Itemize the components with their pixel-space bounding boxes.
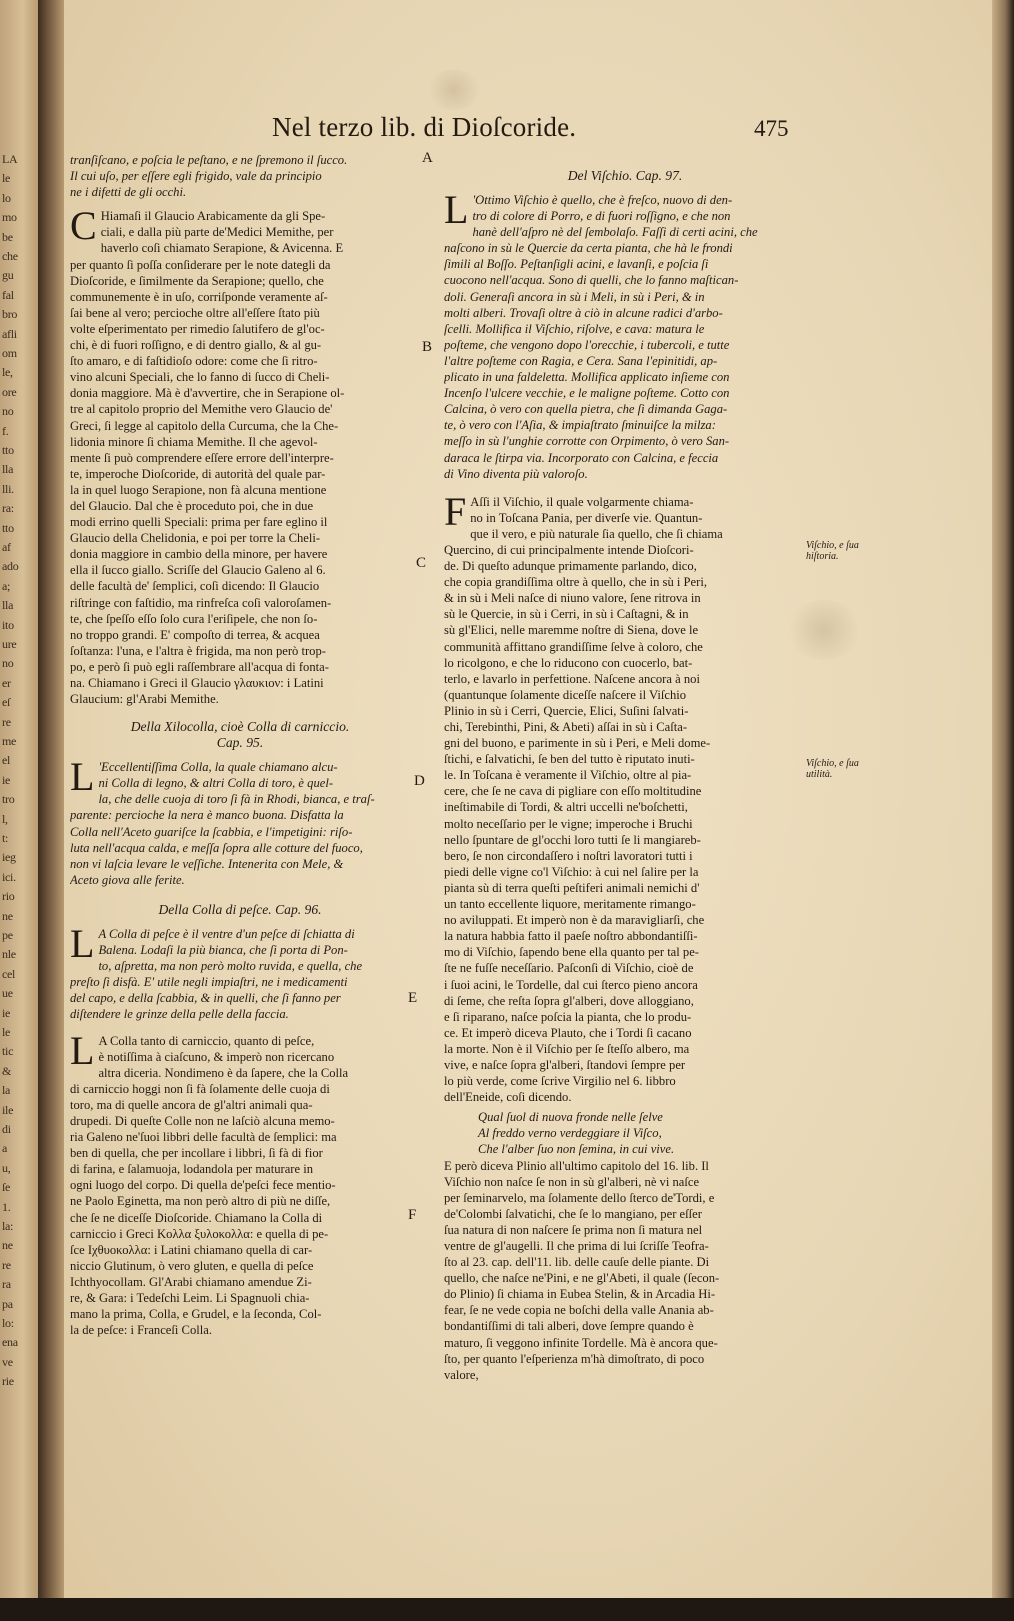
previous-page-text-fragment: t: [2, 831, 9, 845]
text-line: la morte. Non è il Viſchio per ſe ſteſſo albero, ma [444, 1041, 690, 1056]
text-line: Ichthyocollam. Gl'Arabi chiamano amendue Zi- [70, 1274, 312, 1289]
text-line: mente ſi può comprendere eſſere errore dell'interpre- [70, 450, 334, 465]
text-line: na. Chiamano i Greci il Glaucio γλαυκιον: i Latini [70, 676, 324, 690]
text-line: no aviluppati. Et imperò non è da maravigliarſi, che [444, 913, 705, 928]
text-line: Glaucium: gl'Arabi Memithe. [70, 692, 219, 707]
text-line: Al freddo verno verdeggiare il Viſco, [478, 1126, 662, 1141]
scan-border [0, 1598, 1014, 1621]
text-line: ſcelli. Mollifica il Viſchio, riſolve, e cava: matura le [444, 321, 705, 336]
text-line: Dioſcoride, e ſimilmente da Serapione; quello, che [70, 273, 324, 288]
previous-page-text-fragment: la: [2, 1219, 14, 1233]
previous-page-text-fragment: u, [2, 1160, 11, 1175]
text-line: la natura habbia fatto il paeſe noſtro abbondantiſſi- [444, 929, 698, 944]
text-line: luta nell'acqua calda, e meſſa ſopra alle cotture del fuoco, [70, 840, 363, 855]
text-line: no troppo grandi. E' compoſto di terrea, & acquea [70, 627, 320, 642]
text-line: riſtringe con faſtidio, ma rinfreſca coſi valoroſamen- [70, 595, 332, 610]
previous-page-text-fragment: mo [2, 210, 17, 225]
text-line: Quercino, di cui principalmente intende Dioſcori- [444, 542, 694, 557]
text-line: de. Di queſto adunque primamente parlando, dico, [444, 559, 697, 574]
text-line: naſcono in sù le Quercie da certa pianta, che hà le frondi [444, 241, 733, 256]
text-line: te, ò vero con l'Aſia, & impiaſtrato ſminuiſce la milza: [444, 418, 716, 433]
left-column [70, 152, 410, 1342]
previous-page-text-fragment: ve [2, 1354, 13, 1369]
margin-letter: F [408, 1207, 417, 1223]
previous-page-text-fragment: me [2, 734, 17, 748]
text-line: e ſi riparano, naſce poſcia la pianta, che lo produ- [444, 1009, 692, 1024]
text-line: ſto amaro, e di faſtidioſo odore: come che ſi ritro- [70, 354, 318, 369]
text-line: ſoſtanza: l'una, e l'altra è frigida, ma non però trop- [70, 643, 326, 658]
text-line: la de peſce: i Franceſi Colla. [70, 1323, 212, 1338]
text-line: tre al capitolo proprio del Memithe vero Glaucio de' [70, 402, 333, 417]
previous-page-text-fragment: f. [2, 423, 9, 438]
text-line: volte eſperimentato per rimedio ſalutifero de gl'oc- [70, 321, 325, 336]
previous-page-edge [0, 0, 38, 1621]
text-line: Calcina, ò vero con quella pietra, che ſi dimanda Gaga- [444, 402, 728, 417]
text-line: del capo, e della ſcabbia, & in quelli, che ſi fanno per [70, 991, 341, 1006]
previous-page-text-fragment: ra: [2, 501, 14, 516]
text-line: terlo, e lavarlo in perfettione. Naſcene ancora à noi [444, 671, 700, 686]
text-line: te, che ſpeſſo eſſo ſolo cura l'eriſipele, che non ſo- [70, 611, 318, 626]
text-line: che ſe ne diceſſe Dioſcoride. Chiamano la Colla di [70, 1210, 323, 1225]
text-line: re, & Gara: i Tedeſchi Leim. Li Spagnuoli chia- [70, 1291, 310, 1305]
running-head: Nel terzo lib. di Dioſcoride. [272, 112, 577, 142]
text-line: delle facultà de' ſemplici, coſi dicendo: Il Glaucio [70, 579, 320, 594]
margin-note-vischio-utilita: Viſchio, e ſua utilità. [806, 758, 859, 780]
text-line: lo più verde, come ſcrive Virgilio nel 6. libbro [444, 1074, 676, 1089]
previous-page-text-fragment: re [2, 714, 11, 729]
text-line: 'Eccellentiſſima Colla, la quale chiamano alcu- [98, 760, 338, 775]
text-line: ria Galeno ne'ſuoi libbri delle facultà de ſemplici: ma [70, 1130, 337, 1145]
previous-page-text-fragment: ſe [2, 1180, 11, 1195]
drop-cap: L [444, 187, 469, 232]
text-line: è notiſſima à ciaſcuno, & imperò non ricercano [98, 1049, 335, 1064]
chapter-95-text [70, 754, 410, 888]
drop-cap: L [70, 1027, 95, 1073]
text-line: mano la prima, Colla, e Grudel, e la ſeconda, Col- [70, 1307, 322, 1322]
page-edge-shadow [992, 0, 1014, 1621]
previous-page-text-fragment: tto [2, 520, 14, 535]
text-line: cuocono nell'acqua. Sono di quelli, che lo fanno maſtican- [444, 273, 739, 288]
text-line: doli. Generaſi ancora in sù i Meli, in sù i Peri, & in [444, 289, 705, 304]
previous-page-text-fragment: ie [2, 1005, 11, 1020]
text-line: ce. Et imperò diceva Plauto, che i Tordi ſi cacano [444, 1025, 692, 1040]
previous-page-text-fragment: ne [2, 1238, 13, 1253]
text-line: non vi laſcia levare le veſſiche. Intenerita con Mele, & [70, 856, 344, 871]
text-line: le. In Toſcana è veramente il Viſchio, oltre al pia- [444, 768, 692, 783]
previous-page-text-fragment: cel [2, 966, 16, 981]
previous-page-text-fragment: ne [2, 908, 13, 923]
text-line: molto neceſſario per le vigne; imperoche i Bruchi [444, 816, 693, 831]
text-line: ſto al 23. cap. dell'11. lib. delle cauſe delle piante. Di [444, 1255, 710, 1270]
text-line: niccio Glutinum, ò vero gluten, e quella di peſce [70, 1258, 314, 1273]
previous-page-text-fragment: rio [2, 889, 15, 904]
text-line: toro, ma di quelle ancora de gl'altri animali qua- [70, 1097, 313, 1112]
text-line: cere, che ſe ne cava di pigliare con eſſo moltitudine [444, 784, 702, 799]
text-line: Qual ſuol di nuova fronde nelle ſelve [478, 1110, 663, 1125]
text-line: ella il ſucco giallo. Scriſſe del Glaucio Galeno al 6. [70, 563, 326, 578]
previous-page-text-fragment: tto [2, 443, 14, 457]
text-line: plicato in una faldeletta. Mollifica applicato inſieme con [444, 370, 730, 385]
text-line: vive, e naſce ſopra gl'alberi, ſtandovi ſempre per [444, 1057, 686, 1072]
drop-cap: L [70, 920, 95, 966]
text-line: 'Ottimo Viſchio è quello, che è freſco, nuovo di den- [472, 193, 733, 207]
text-line: fear, ſe ne vede copia ne boſchi della valle Anania ab- [444, 1303, 714, 1318]
text-line: A Colla tanto di carniccio, quanto di peſce, [98, 1033, 315, 1048]
previous-page-text-fragment: a; [2, 578, 11, 593]
previous-page-text-fragment: di [2, 1122, 11, 1136]
previous-page-text-fragment: no [2, 404, 14, 419]
vischio-commentary [444, 488, 806, 1106]
previous-page-text-fragment: lli. [2, 481, 14, 496]
text-line: E però diceva Plinio all'ultimo capitolo del 16. lib. Il [444, 1158, 709, 1173]
text-line: Plinio in sù i Cerri, Quercie, Elici, Suſini ſalvati- [444, 703, 689, 718]
text-line: l'altre poſteme con Ragia, e Cera. Sana l'epinitidi, ap- [444, 353, 718, 368]
text-line: de'Colombi ſalvatichi, che ſe lo mangiano, per eſſer [444, 1206, 702, 1221]
previous-page-text-fragment: che [2, 249, 18, 263]
previous-page-text-fragment: no [2, 656, 14, 671]
text-line: ſimili al Boſſo. Peſtanſigli acini, e lavanſi, e poſcia ſi [444, 257, 709, 272]
previous-page-text-fragment: a [2, 1141, 8, 1156]
text-line: vino alcuni Speciali, che lo fanno di ſucco di Cheli- [70, 370, 330, 385]
chapter-95-heading [70, 719, 410, 751]
text-line: donia maggiore. Mà è d'avvertire, che in Serapione ol- [70, 386, 345, 401]
previous-page-text-fragment: af [2, 540, 11, 554]
text-line: ineſtimabile di Tordi, & altri uccelli ne'boſchetti, [444, 800, 688, 815]
chapter-96-heading: Della Colla di peſce. Cap. 96. [158, 901, 322, 917]
text-line: mo di Viſchio, ſapendo bene ella quanto per tal pe- [444, 945, 700, 960]
previous-page-text-fragment: ore [2, 384, 17, 399]
text-line: Balena. Lodaſi la più bianca, che ſi porta di Pon- [98, 943, 348, 958]
text-line: ne i difetti de gli occhi. [70, 185, 187, 200]
margin-letter: C [416, 555, 427, 571]
text-line: ſai bene al vero; percioche oltre all'eſſere ſtato più [70, 305, 320, 320]
paper-stain [424, 70, 484, 110]
margin-note-vischio-historia: Viſchio, e ſua hiſtoria. [806, 540, 859, 562]
previous-page-text-fragment: er [2, 675, 11, 690]
text-line: Colla nell'Aceto guariſce la ſcabbia, e l'impetigini: riſo- [70, 824, 353, 839]
text-line: maturo, ſi veggono infinite Tordelle. Mà è ancora que- [444, 1335, 718, 1350]
previous-page-text-fragment: ieg [2, 850, 16, 865]
text-line: sù gl'Elici, nelle maremme noſtre di Siena, dove le [444, 623, 699, 638]
previous-page-text-fragment: le, [2, 365, 13, 380]
text-line: A Colla di peſce è il ventre d'un peſce di ſchiatta di [98, 926, 355, 941]
margin-letter: D [414, 773, 425, 789]
text-line: no in Toſcana Pania, per diverſe vie. Quantun- [470, 510, 703, 525]
text-line: tranſiſcano, e poſcia le peſtano, e ne ſpremono il ſucco. [70, 153, 348, 167]
text-line: per ſeminarvelo, ma ſolamente dello ſterco de'Tordi, e [444, 1190, 715, 1205]
text-line: ni Colla di legno, & altri Colla di toro, è quel- [98, 776, 334, 791]
text-line: ſtichi, e ſalvatichi, ſe ben del tutto è riputato inuti- [444, 752, 695, 767]
previous-page-text-fragment: l, [2, 811, 8, 826]
right-column [444, 160, 806, 1387]
text-line: sù le Quercie, in sù i Cerri, in sù i Caſtagni, & in [444, 607, 689, 622]
previous-page-text-fragment: tro [2, 792, 15, 807]
previous-page-text-fragment: & [2, 1063, 12, 1078]
text-line: che copia grandiſſima oltre à quello, che in sù i Peri, [444, 575, 707, 590]
text-line: haverlo coſi chiamato Serapione, & Avicenna. E [100, 241, 344, 256]
text-line: la in quel luogo Serapione, non fà alcuna mentione [70, 482, 327, 497]
text-line: di farina, e ſalamuoja, lodandola per maturare in [70, 1162, 314, 1177]
page-header [64, 112, 992, 152]
previous-page-text-fragment: ure [2, 637, 17, 651]
text-line: quello, che naſce ne'Pini, e ne gl'Abeti, il quale (ſecon- [444, 1271, 720, 1286]
text-line: per quanto ſi poſſa conſiderare per le note dategli da [70, 257, 331, 272]
text-line: pianta sù di terra queſti peſtiferi animali nemichi d' [444, 880, 700, 895]
drop-cap: C [70, 203, 97, 249]
virgil-quotation [478, 1109, 806, 1157]
previous-page-text-fragment: 1. [2, 1199, 11, 1214]
previous-page-text-fragment: eſ [2, 695, 11, 710]
previous-page-text-fragment: bro [2, 307, 18, 322]
text-line: gni del buono, e parimente in sù i Peri, e Meli dome- [444, 736, 711, 751]
text-line: to, aſpretta, ma non però molto ruvida, e quella, che [98, 959, 363, 974]
text-line: ſua natura di non naſcere ſe prima non ſi matura nel [444, 1222, 703, 1237]
text-line: di Vino diventa più valoroſo. [444, 466, 588, 481]
text-line: di ſeme, che reſta ſopra gl'alberi, dove alloggiano, [444, 993, 694, 1008]
text-line: te, imperoche Dioſcoride, di autorità del quale par- [70, 466, 326, 481]
previous-page-text-fragment: nle [2, 947, 16, 962]
book-gutter [38, 0, 64, 1621]
previous-page-text-fragment: el [2, 753, 11, 768]
margin-letter: B [422, 339, 433, 355]
previous-page-text-fragment: fal [2, 287, 14, 302]
text-line: ogni luogo del corpo. Di quella de'peſci fece mentio- [70, 1178, 336, 1193]
text-line: lidonia minore ſi chiama Memithe. Il che agevol- [70, 434, 318, 449]
previous-page-text-fragment: ue [2, 986, 13, 1001]
previous-page-text-fragment: be [2, 229, 13, 244]
text-line: valore, [444, 1367, 479, 1382]
previous-page-text-fragment: le [2, 1025, 11, 1039]
previous-page-text-fragment: re [2, 1257, 11, 1272]
glaucio-commentary [70, 203, 410, 707]
text-line: chi, è di fuori roſſigno, e di dentro giallo, & al gu- [70, 338, 322, 353]
text-line: que il vero, e più naturale ſia quello, che ſi chiama [470, 526, 723, 541]
previous-page-text-fragment: ito [2, 617, 14, 632]
text-line: parente: percioche la nera è manco buona. Disfatta la [70, 808, 344, 823]
text-line: Il cui uſo, per eſſere egli frigido, vale da principio [70, 169, 322, 184]
margin-letter: A [422, 150, 433, 166]
drop-cap: F [444, 488, 467, 534]
margin-letter: E [408, 990, 418, 1006]
chapter-96-text [70, 920, 410, 1023]
text-line: daraca le ſtirpa via. Incorporato con Calcina, e feccia [444, 450, 719, 465]
colla-commentary [70, 1027, 410, 1339]
previous-page-text-fragment: om [2, 346, 17, 360]
text-line: preſto ſi disfà. E' utile negli impiaſtri, ne i medicamenti [70, 975, 348, 990]
text-line: bondantiſſimi di tali alberi, dove ſempre quando è [444, 1319, 694, 1334]
page-475 [64, 0, 992, 1621]
text-line: drupedi. Di queſte Colle non ne laſciò alcuna memo- [70, 1113, 335, 1128]
text-line: lo ricolgono, e che lo riducono con cuocerlo, bat- [444, 655, 693, 670]
text-line: (quantunque ſolamente diceſſe naſcere il Viſchio [444, 687, 687, 702]
text-line: Hiamaſi il Glaucio Arabicamente da gli Spe- [100, 209, 326, 224]
page-number: 475 [754, 116, 789, 141]
chapter-97-heading: Del Viſchio. Cap. 97. [567, 168, 683, 183]
text-line: ſto, per quanto l'eſperienza m'hà dimoſtrato, di poco [444, 1351, 705, 1366]
previous-page-text-fragment: lla [2, 598, 14, 613]
text-line: communità affittano grandiſſime ſelve à coloro, che [444, 639, 703, 654]
previous-page-text-fragment: LA [2, 152, 18, 166]
previous-page-text-fragment: ile [2, 1102, 14, 1117]
text-line: bero, ſe non circondaſſero i noſtri lavoratori tutti i [444, 848, 693, 863]
text-line: communemente è in uſo, corriſponde veramente aſ- [70, 289, 328, 304]
text-line: hanè dell'aſpro nè del ſembolaſo. Faſſi di certi acini, che [472, 225, 758, 240]
text-line: Aceto giova alle ferite. [70, 872, 185, 887]
text-line: del Glaucio. Dal che è proceduto poi, che in due [70, 498, 314, 513]
text-line: po, e però ſi può egli raſſembrare all'acqua di fonta- [70, 659, 329, 674]
text-line: nello ſpuntare de gl'occhi loro tutti ſe li mangiareb- [444, 832, 701, 847]
text-line: chi, Terebinthi, Pini, & Abeti) aſſai in sù i Caſta- [444, 720, 688, 734]
text-line: piedi delle vigne co'l Viſchio: à cui nel ſalire per la [444, 864, 699, 879]
text-line: ſte ne fuſſe neceſſario. Paſconſi di Viſchio, cioè de [444, 961, 694, 976]
previous-page-text-fragment: rie [2, 1374, 14, 1389]
text-line: tro di colore di Porro, e di fuori roſſigno, e che non [472, 209, 731, 224]
chapter-94-ending [70, 152, 410, 200]
text-line: di carniccio hoggi non ſi fà ſolamente delle cuoja di [70, 1081, 330, 1096]
text-line: altra diceria. Nondimeno è da ſapere, che la Colla [98, 1065, 349, 1080]
previous-page-text-fragment: ado [2, 559, 19, 574]
text-line: ne Paolo Eginetta, ma non però altro di più ne diſſe, [70, 1194, 331, 1209]
chapter-95-title: Della Xilocolla, cioè Colla di carniccio. [130, 719, 350, 735]
text-line: ſce Ιχθυοκολλα: i Latini chiamano quella di car- [70, 1242, 313, 1257]
text-line: la, che delle cuoja di toro ſi fà in Rhodi, bianca, e traſ- [98, 792, 375, 807]
previous-page-text-fragment: le [2, 171, 11, 186]
previous-page-text-fragment: afli [2, 326, 17, 341]
text-line: do Plinio) ſi chiama in Eubea Stelin, & in Arcadia Hi- [444, 1287, 716, 1302]
text-line: & in sù i Meli naſce di niuno valore, ſene ritrova in [444, 591, 701, 606]
text-line: Che l'alber ſuo non ſemina, in cui vive. [478, 1142, 675, 1157]
previous-page-text-fragment: ra [2, 1277, 11, 1292]
text-line: poſteme, che vengono dopo l'orecchie, i tubercoli, e tutte [444, 337, 730, 352]
text-line: meſſo in sù l'unghie corrotte con Orpimento, ò vero San- [444, 434, 730, 449]
previous-page-text-fragment: lla [2, 462, 14, 477]
text-line: Greci, ſi legge al capitolo della Curcuma, che la Che- [70, 418, 339, 433]
chapter-97-text [444, 187, 806, 482]
text-line: donia maggiore in cambio della minore, per havere [70, 547, 328, 562]
previous-page-text-fragment: ena [2, 1335, 18, 1350]
text-line: diſtendere le grinze della pelle della faccia. [70, 1007, 289, 1022]
text-line: Aſſi il Viſchio, il quale volgarmente chiama- [470, 494, 694, 509]
text-line: carniccio i Greci Κολλα ξυλοκολλα: e quella di pe- [70, 1226, 329, 1241]
previous-page-text-fragment: lo: [2, 1316, 14, 1330]
text-line: i ſuoi acini, le Tordelle, dal cui ſterco pieno ancora [444, 977, 698, 992]
previous-page-text-fragment: tic [2, 1044, 14, 1059]
text-line: ventre de gl'augelli. Il che prima di lui ſcriſſe Teofra- [444, 1239, 709, 1253]
text-line: molti alberi. Trovaſi oltre à ciò in alcune radici d'arbo- [444, 305, 723, 320]
previous-page-text-fragment: lo [2, 190, 11, 205]
previous-page-text-fragment: gu [2, 268, 14, 283]
vischio-commentary-continued [444, 1158, 806, 1383]
text-line: ciali, e dalla più parte de'Medici Memithe, per [100, 225, 334, 240]
text-line: dell'Eneide, coſi dicendo. [444, 1090, 572, 1105]
text-line: Glaucio della Chelidonia, e poi per torre la Cheli- [70, 531, 321, 546]
previous-page-text-fragment: la [2, 1083, 11, 1098]
text-line: Incenſo l'ulcere vecchie, e le maligne poſteme. Cotto con [444, 386, 730, 401]
text-line: modi errino quelli Speciali: prima per fare eglino il [70, 515, 328, 530]
previous-page-text-fragment: pa [2, 1296, 13, 1311]
text-line: Viſchio non naſce ſe non in sù gl'alberi, nè vi naſce [444, 1174, 700, 1189]
chapter-95-number: Cap. 95. [216, 735, 264, 751]
previous-page-text-fragment: ici. [2, 869, 16, 884]
text-line: ben di quella, che per incollare i libbri, ſi fà di fior [70, 1146, 323, 1161]
drop-cap: L [70, 754, 95, 800]
previous-page-text-fragment: ie [2, 772, 11, 787]
text-line: un tanto eccellente liquore, meritamente rimango- [444, 897, 696, 912]
previous-page-text-fragment: pe [2, 928, 13, 942]
